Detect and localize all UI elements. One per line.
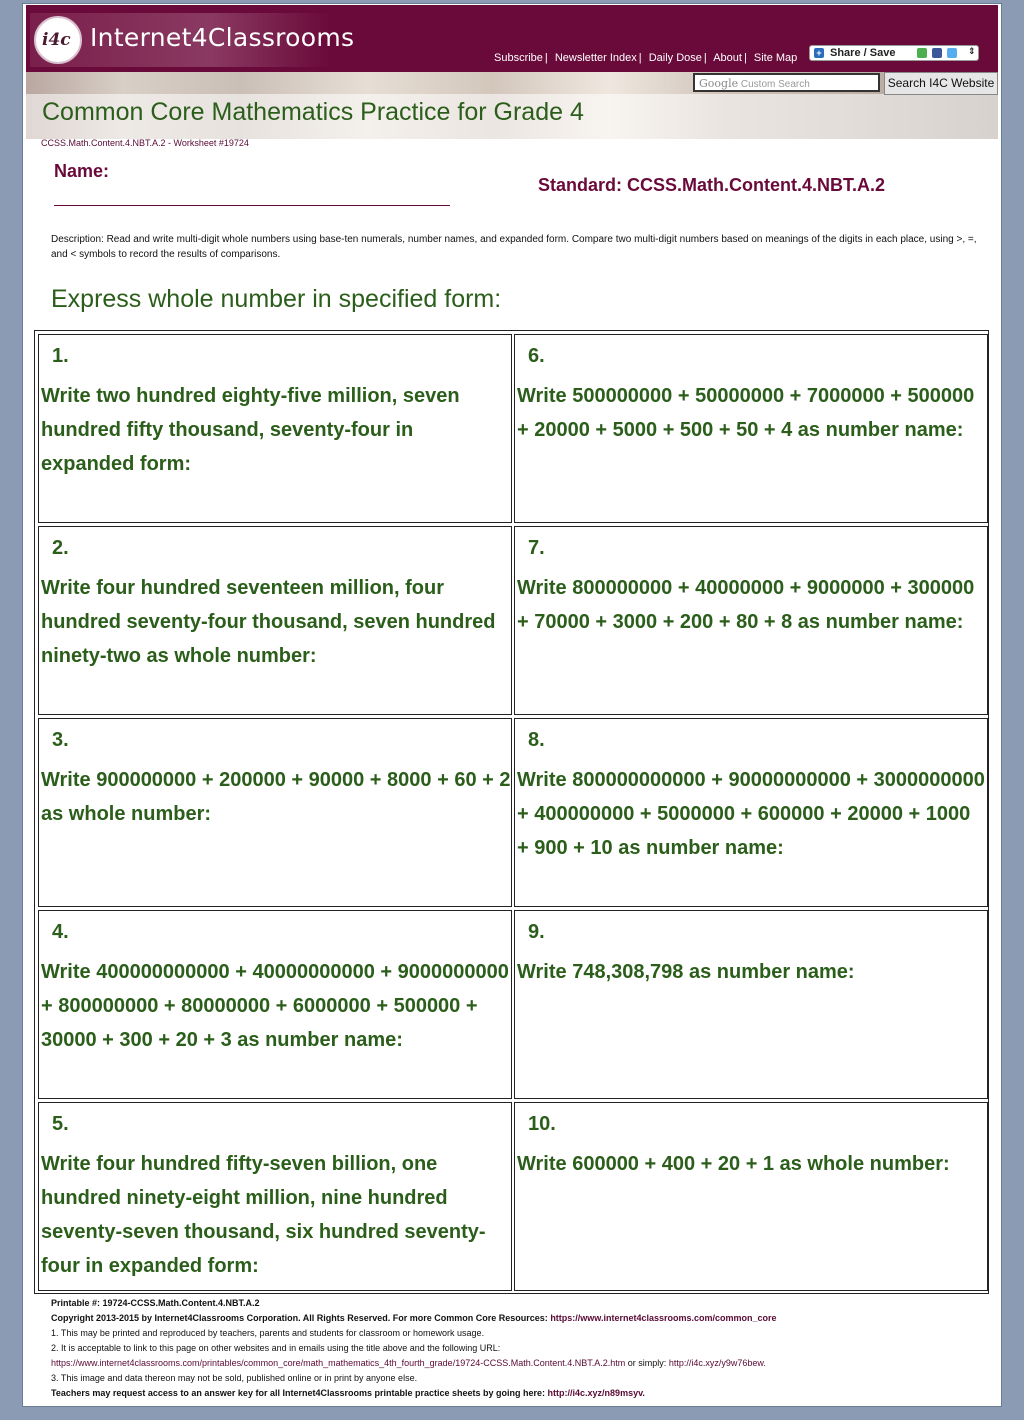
logo-text: Internet4Classrooms bbox=[90, 23, 355, 52]
question-text: Write 800000000 + 40000000 + 9000000 + 300000 + 70000 + 3000 + 200 + 80 + 8 as number name: bbox=[517, 577, 975, 633]
footer-line-1: 1. This may be printed and reproduced by teachers, parents and students for classroom or homework usage. bbox=[51, 1328, 485, 1338]
banner bbox=[26, 72, 998, 139]
standard-label: Standard: CCSS.Math.Content.4.NBT.A.2 bbox=[538, 175, 886, 195]
url-or-text: or simply: bbox=[627, 1358, 667, 1368]
question-cell-9 bbox=[514, 910, 988, 1099]
search-button[interactable]: Search I4C Website bbox=[884, 72, 998, 95]
name-line bbox=[54, 205, 450, 206]
question-cell-2 bbox=[38, 526, 512, 715]
question-text: Write four hundred fifty-seven billion, one hundred ninety-eight million, nine hundred seventy-seven thousand, six hundred seventy-four in expanded form: bbox=[41, 1153, 486, 1277]
nav-separator: | bbox=[638, 52, 642, 64]
footer-line-3: 3. This image and data thereon may not be sold, published online or in print by anyone else. bbox=[51, 1373, 418, 1383]
search-placeholder: Custom Search bbox=[740, 79, 810, 90]
name-label: Name: bbox=[54, 161, 110, 181]
search-input[interactable] bbox=[693, 73, 880, 92]
nav-site-map[interactable]: Site Map bbox=[753, 52, 798, 64]
share-label: Share / Save bbox=[830, 47, 896, 59]
twitter-icon[interactable] bbox=[947, 48, 957, 58]
question-cell-5 bbox=[38, 1102, 512, 1291]
common-core-link[interactable]: https://www.internet4classrooms.com/common_core bbox=[550, 1313, 777, 1323]
question-cell-10 bbox=[514, 1102, 988, 1291]
dropdown-arrows-icon[interactable]: ⇕ bbox=[968, 46, 976, 56]
printable-number: Printable #: 19724-CCSS.Math.Content.4.NBT.A.2 bbox=[51, 1298, 260, 1308]
footer-url-line bbox=[51, 1356, 991, 1371]
worksheet-page bbox=[22, 3, 1002, 1407]
question-number: 10. bbox=[528, 1113, 556, 1135]
question-cell-7 bbox=[514, 526, 988, 715]
worksheet-url-link[interactable]: https://www.internet4classrooms.com/printables/common_core/math_mathematics_4th_fourth_grade/19724-CCSS.Math.Content.4.NBT.A.2.htm bbox=[51, 1358, 626, 1368]
question-number: 6. bbox=[528, 345, 545, 367]
question-text: Write 400000000000 + 40000000000 + 9000000000 + 800000000 + 80000000 + 6000000 + 500000 + 30000 + 300 + 20 + 3 as number name: bbox=[41, 961, 509, 1051]
footer-line-2: 2. It is acceptable to link to this page on other websites and in emails using the title above and the following URL: bbox=[51, 1343, 501, 1353]
question-text: Write 800000000000 + 90000000000 + 3000000000 + 400000000 + 5000000 + 600000 + 20000 + 1000 + 900 + 10 as number name: bbox=[517, 769, 985, 859]
answer-key-line bbox=[51, 1386, 991, 1401]
site-logo[interactable] bbox=[30, 13, 355, 67]
logo-mark: i4c bbox=[42, 30, 71, 50]
question-number: 9. bbox=[528, 921, 545, 943]
i4c-logo-icon bbox=[34, 16, 82, 64]
question-cell-8 bbox=[514, 718, 988, 907]
question-text: Write 600000 + 400 + 20 + 1 as whole number: bbox=[517, 1153, 950, 1175]
question-number: 1. bbox=[52, 345, 69, 367]
instruction: Express whole number in specified form: bbox=[51, 285, 502, 313]
facebook-icon[interactable] bbox=[932, 48, 942, 58]
question-number: 2. bbox=[52, 537, 69, 559]
question-number: 3. bbox=[52, 729, 69, 751]
question-text: Write 900000000 + 200000 + 90000 + 8000 + 60 + 2 as whole number: bbox=[41, 769, 511, 825]
question-cell-3 bbox=[38, 718, 512, 907]
nav-separator: | bbox=[743, 52, 747, 64]
site-header bbox=[26, 5, 998, 72]
question-number: 7. bbox=[528, 537, 545, 559]
question-text: Write four hundred seventeen million, four hundred seventy-four thousand, seven hundred ninety-two as whole number: bbox=[41, 577, 496, 667]
question-grid bbox=[34, 330, 989, 1294]
question-number: 4. bbox=[52, 921, 69, 943]
copyright-line bbox=[51, 1311, 991, 1326]
question-text: Write 500000000 + 50000000 + 7000000 + 500000 + 20000 + 5000 + 500 + 50 + 4 as number name: bbox=[517, 385, 975, 441]
plus-icon: + bbox=[814, 48, 824, 58]
copyright-text: Copyright 2013-2015 by Internet4Classrooms Corporation. All Rights Reserved. For more Common Core Resources: bbox=[51, 1313, 548, 1323]
nav-separator: | bbox=[544, 52, 548, 64]
nav-daily-dose[interactable]: Daily Dose bbox=[648, 52, 702, 64]
answer-key-text: Teachers may request access to an answer key for all Internet4Classrooms printable practice sheets by going here: bbox=[51, 1388, 546, 1398]
email-share-icon[interactable] bbox=[917, 48, 927, 58]
footer bbox=[51, 1296, 991, 1401]
question-cell-6 bbox=[514, 334, 988, 523]
question-number: 5. bbox=[52, 1113, 69, 1135]
answer-key-link[interactable]: http://i4c.xyz/n89msyv. bbox=[547, 1388, 645, 1398]
question-text: Write two hundred eighty-five million, seven hundred fifty thousand, seventy-four in expanded form: bbox=[41, 385, 460, 475]
short-url-link[interactable]: http://i4c.xyz/y9w76bew. bbox=[668, 1358, 766, 1368]
question-text: Write 748,308,798 as number name: bbox=[517, 961, 855, 983]
nav-separator: | bbox=[703, 52, 707, 64]
question-cell-1 bbox=[38, 334, 512, 523]
question-number: 8. bbox=[528, 729, 545, 751]
question-cell-4 bbox=[38, 910, 512, 1099]
nav-newsletter-index[interactable]: Newsletter Index bbox=[554, 52, 637, 64]
nav-about[interactable]: About bbox=[713, 52, 742, 64]
top-nav bbox=[494, 52, 797, 64]
nav-subscribe[interactable]: Subscribe bbox=[494, 52, 543, 64]
google-logo: Google bbox=[699, 77, 739, 90]
worksheet-code: CCSS.Math.Content.4.NBT.A.2 - Worksheet #19724 bbox=[41, 138, 249, 148]
description: Description: Read and write multi-digit whole numbers using base-ten numerals, number names, and expanded form. Compare two multi-digit numbers based on meanings of the digits in each place, using >, =, and < symbols to record the results of comparisons. bbox=[51, 234, 977, 260]
share-save-button[interactable] bbox=[809, 45, 979, 61]
page-title: Common Core Mathematics Practice for Grade 4 bbox=[42, 98, 584, 126]
